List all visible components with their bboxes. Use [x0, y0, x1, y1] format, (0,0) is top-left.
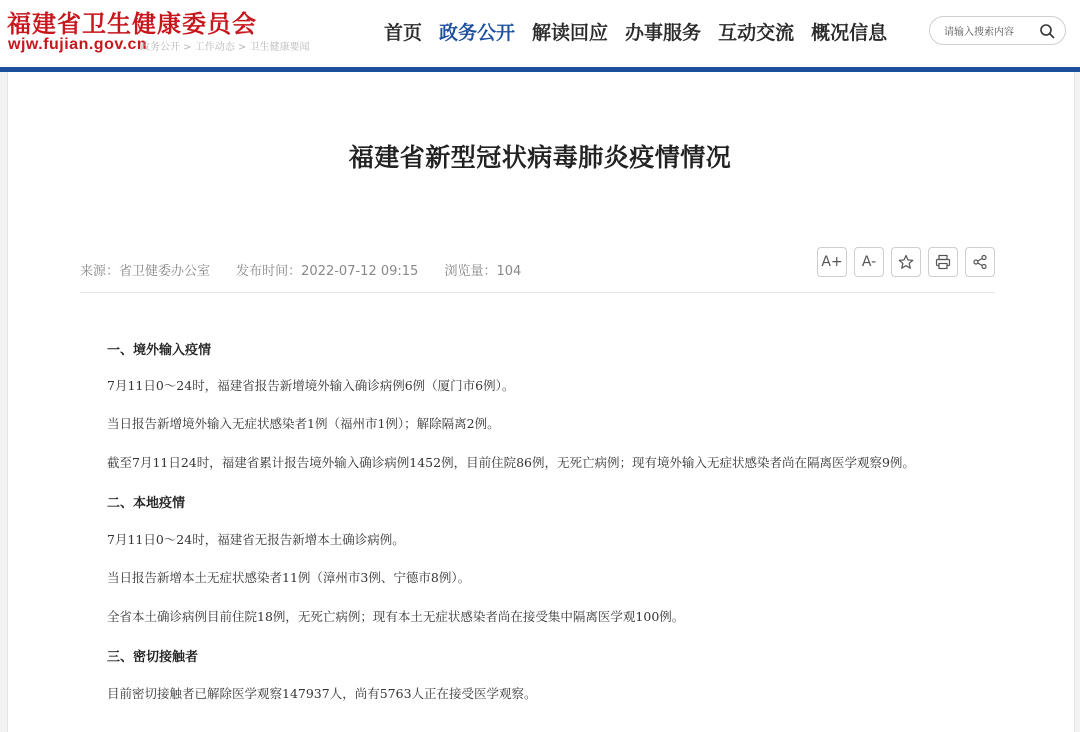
article-paragraph: 7月11日0～24时，福建省无报告新增本土确诊病例。 [107, 532, 405, 547]
nav-overview[interactable]: 概况信息 [811, 21, 888, 44]
meta-divider [80, 292, 995, 293]
article-source: 来源：省卫健委办公室 [80, 264, 211, 279]
star-icon [898, 254, 914, 270]
article-title: 福建省新型冠状病毒肺炎疫情情况 [348, 143, 732, 172]
font-increase-button[interactable] [817, 247, 847, 277]
section-heading: 二、本地疫情 [107, 496, 186, 511]
article-paragraph: 全省本土确诊病例目前住院18例，无死亡病例；现有本土无症状感染者尚在接受集中隔离医学观100例。 [107, 609, 685, 624]
search-icon[interactable] [1039, 23, 1055, 39]
site-logo[interactable]: 福建省卫生健康委员会 [7, 9, 257, 38]
share-icon [972, 254, 988, 270]
search-box [929, 16, 1066, 45]
article-paragraph: 目前密切接触者已解除医学观察147937人，尚有5763人正在接受医学观察。 [107, 686, 537, 701]
font-decrease-icon: A- [861, 254, 877, 270]
article-paragraph: 截至7月11日24时，福建省累计报告境外输入确诊病例1452例，目前住院86例，无死亡病例；现有境外输入无症状感染者尚在隔离医学观察9例。 [107, 455, 915, 470]
section-heading: 一、境外输入疫情 [107, 343, 212, 358]
nav-services[interactable]: 办事服务 [625, 21, 702, 44]
site-header [0, 0, 1080, 67]
article-views: 浏览量：104 [444, 264, 522, 279]
nav-gov-affairs[interactable]: 政务公开 [439, 21, 516, 44]
nav-interpretation[interactable]: 解读回应 [532, 21, 609, 44]
article-meta [80, 260, 543, 279]
article-paragraph: 当日报告新增境外输入无症状感染者1例（福州市1例）；解除隔离2例。 [107, 416, 500, 431]
article-paragraph: 当日报告新增本土无症状感染者11例（漳州市3例、宁德市8例）。 [107, 570, 471, 585]
share-button[interactable] [965, 247, 995, 277]
printer-icon [935, 254, 951, 270]
article-publish-time: 发布时间：2022-07-12 09:15 [236, 264, 419, 279]
article-tools [817, 247, 1002, 277]
section-heading: 三、密切接触者 [107, 650, 199, 665]
search-input[interactable] [942, 22, 1041, 42]
site-domain[interactable]: wjw.fujian.gov.cn [8, 36, 148, 53]
font-decrease-button[interactable] [854, 247, 884, 277]
nav-interaction[interactable]: 互动交流 [718, 21, 795, 44]
font-increase-icon: A+ [821, 254, 843, 270]
article-paragraph: 7月11日0～24时，福建省报告新增境外输入确诊病例6例（厦门市6例）。 [107, 378, 515, 393]
nav-home[interactable]: 首页 [384, 21, 423, 44]
favorite-button[interactable] [891, 247, 921, 277]
print-button[interactable] [928, 247, 958, 277]
main-nav [384, 15, 904, 47]
breadcrumb[interactable]: 政务公开 > 工作动态 > 卫生健康要闻 [140, 42, 310, 53]
